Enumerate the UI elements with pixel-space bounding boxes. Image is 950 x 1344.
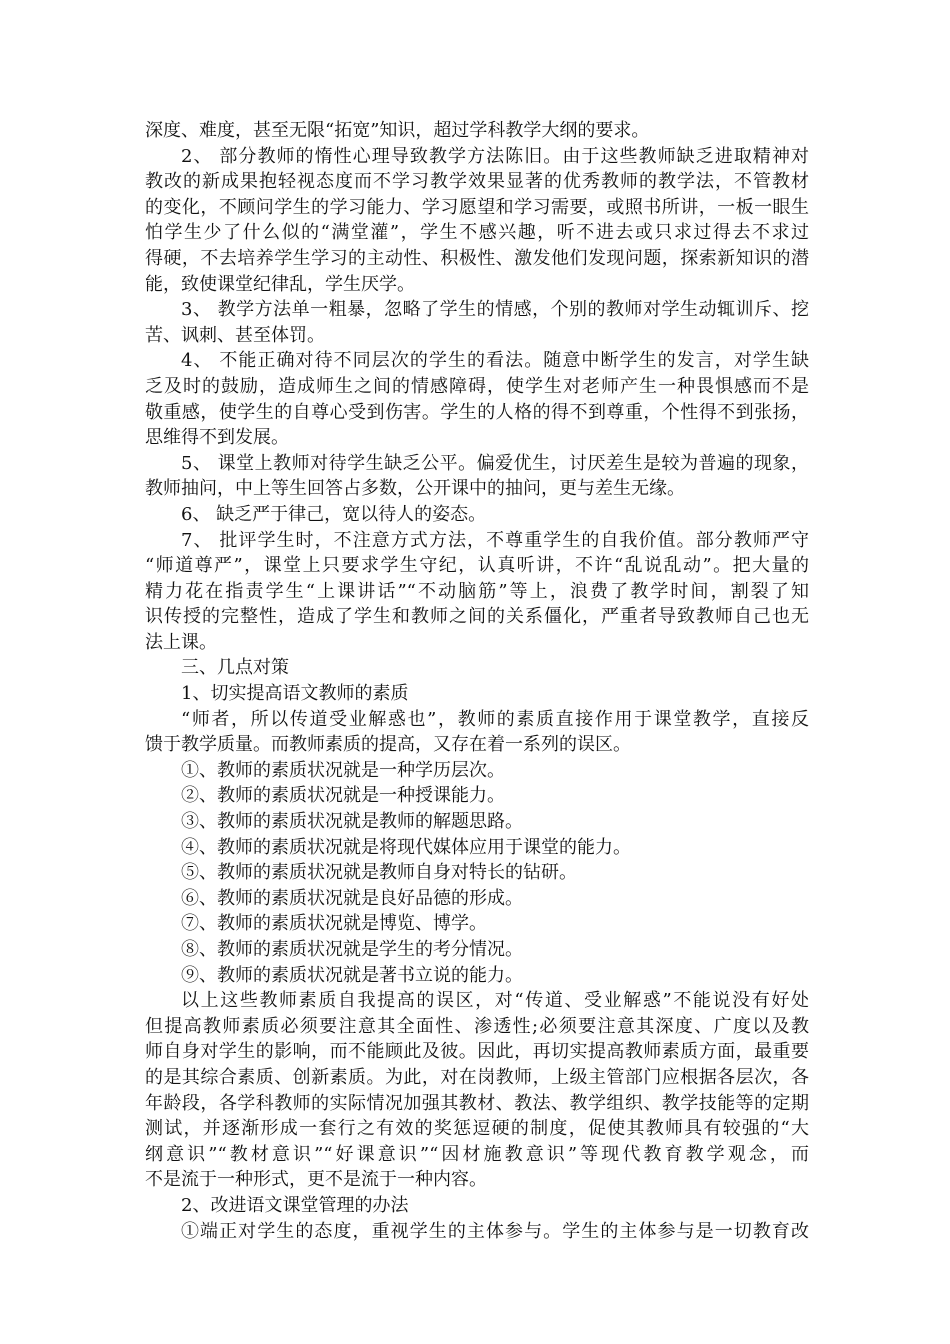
text-line: 师自身对学生的影响，而不能顾此及彼。因此，再切实提高教师素质方面，最重要 <box>145 1041 809 1063</box>
text-line: 7、 批评学生时，不注意方式方法，不尊重学生的自我价值。部分教师严守 <box>181 529 809 551</box>
text-line: 1、切实提高语文教师的素质 <box>181 683 409 705</box>
text-line: 三、几点对策 <box>181 657 289 679</box>
text-line: 深度、难度，甚至无限“拓宽”知识，超过学科教学大纲的要求。 <box>145 120 650 141</box>
text-line: 思维得不到发展。 <box>145 427 289 449</box>
text-line: 5、 课堂上教师对待学生缺乏公平。偏爱优生，讨厌差生是较为普遍的现象， <box>181 452 809 474</box>
text-line: 4、 不能正确对待不同层次的学生的看法。随意中断学生的发言，对学生缺 <box>181 350 809 372</box>
text-line: “师者，所以传道受业解惑也”，教师的素质直接作用于课堂教学，直接反 <box>181 708 809 730</box>
text-line: 教改的新成果抱轻视态度而不学习教学效果显著的优秀教师的教学法，不管教材 <box>145 171 809 193</box>
text-line: ⑥、教师的素质状况就是良好品德的形成。 <box>181 887 523 909</box>
text-line: ⑤、教师的素质状况就是教师自身对特长的钻研。 <box>181 862 577 884</box>
text-line: ②、教师的素质状况就是一种授课能力。 <box>181 785 505 807</box>
text-line: 纲意识”“教材意识”“好课意识”“因材施教意识”等现代教育教学观念，而 <box>145 1143 809 1165</box>
text-line: 以上这些教师素质自我提高的误区，对“传道、受业解惑”不能说没有好处 <box>181 990 809 1012</box>
text-line: 敬重感，使学生的自尊心受到伤害。学生的人格的得不到尊重，个性得不到张扬， <box>145 401 809 423</box>
text-line: 的变化，不顾问学生的学习能力、学习愿望和学习需要，或照书所讲，一板一眼生 <box>145 196 809 218</box>
text-line: 馈于教学质量。而教师素质的提高，又存在着一系列的误区。 <box>145 734 631 756</box>
text-line: 能，致使课堂纪律乱，学生厌学。 <box>145 273 415 295</box>
text-line: ⑨、教师的素质状况就是著书立说的能力。 <box>181 964 523 986</box>
text-line: ⑧、教师的素质状况就是学生的考分情况。 <box>181 939 523 960</box>
text-line: 年龄段，各学科教师的实际情况加强其教材、教法、教学组织、教学技能等的定期 <box>145 1092 809 1114</box>
text-line: 2、改进语文课堂管理的办法 <box>181 1194 409 1216</box>
text-line: 但提高教师素质必须要注意其全面性、渗透性;必须要注意其深度、广度以及教 <box>145 1015 809 1037</box>
text-line: 的是其综合素质、创新素质。为此，对在岗教师，上级主管部门应根据各层次，各 <box>145 1066 809 1088</box>
document-body <box>145 118 809 1244</box>
text-line: 精力花在指责学生“上课讲话”“不动脑筋”等上，浪费了教学时间，割裂了知 <box>145 580 809 602</box>
text-line: 乏及时的鼓励，造成师生之间的情感障碍，使学生对老师产生一种畏惧感而不是 <box>145 375 809 397</box>
text-line: 3、 教学方法单一粗暴，忽略了学生的情感，个别的教师对学生动辄训斥、挖 <box>181 299 809 321</box>
text-line: ①、教师的素质状况就是一种学历层次。 <box>181 759 505 781</box>
text-line: ⑦、教师的素质状况就是博览、博学。 <box>181 913 487 935</box>
text-line: 怕学生少了什么似的“满堂灌”，学生不感兴趣，听不进去或只求过得去不求过 <box>145 222 809 244</box>
text-line: 2、 部分教师的惰性心理导致教学方法陈旧。由于这些教师缺乏进取精神对 <box>181 145 809 167</box>
text-line: 识传授的完整性，造成了学生和教师之间的关系僵化，严重者导致教师自己也无 <box>145 606 809 628</box>
text-line: 得硬，不去培养学生学习的主动性、积极性、激发他们发现问题，探索新知识的潜 <box>145 247 809 269</box>
text-line: ③、教师的素质状况就是教师的解题思路。 <box>181 811 523 833</box>
text-line: ①端正对学生的态度，重视学生的主体参与。学生的主体参与是一切教育改 <box>181 1220 809 1242</box>
text-line: 测试，并逐渐形成一套行之有效的奖惩逗硬的制度，促使其教师具有较强的“大 <box>145 1118 809 1140</box>
text-line: 6、 缺乏严于律己，宽以待人的姿态。 <box>181 503 487 525</box>
text-line: 苦、讽刺、甚至体罚。 <box>145 324 325 346</box>
text-line: ④、教师的素质状况就是将现代媒体应用于课堂的能力。 <box>181 836 631 858</box>
text-line: 教师抽问，中上等生回答占多数，公开课中的抽问，更与差生无缘。 <box>145 478 685 500</box>
text-line: 法上课。 <box>145 631 217 653</box>
text-line: “师道尊严”，课堂上只要求学生守纪，认真听讲，不许“乱说乱动”。把大量的 <box>145 555 809 577</box>
text-line: 不是流于一种形式，更不是流于一种内容。 <box>145 1169 487 1191</box>
